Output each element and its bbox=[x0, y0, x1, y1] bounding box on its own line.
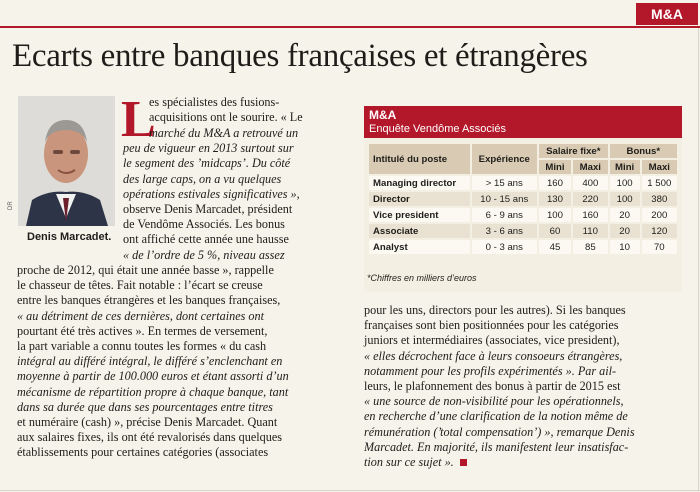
text-line: juniors et intermédiaires (associates, vice president), bbox=[364, 333, 620, 348]
text-line: pour les uns, directors pour les autres). Si les banques bbox=[364, 303, 626, 317]
text-line: mécanisme de répartition propre à chaque banque, tant bbox=[17, 384, 289, 399]
cell-role: Managing director bbox=[369, 176, 470, 190]
cell-bonus-max: 1 500 bbox=[642, 176, 677, 190]
text-line: le segment des ’midcaps’. Du côté bbox=[123, 156, 291, 171]
text-line: « elles décrochent face à leurs consoeurs étrangères, bbox=[364, 348, 623, 363]
text-line: « au détriment de ces dernières, dont certaines ont bbox=[17, 308, 264, 323]
cell-bonus-max: 200 bbox=[642, 208, 677, 222]
header-bonus-maxi: Maxi bbox=[642, 160, 677, 174]
cell-salary-max: 160 bbox=[573, 208, 608, 222]
text-line: et numéraire (cash) », précise Denis Marcadet. Quant bbox=[17, 415, 278, 430]
text-line: des large caps, on a vu quelques bbox=[123, 171, 282, 186]
page-edge-bottom bbox=[0, 490, 700, 491]
page-edge bbox=[698, 28, 699, 490]
text-line: moyenne à partir de 100.000 euros et étant assorti d’un bbox=[17, 369, 289, 384]
text-line: es spécialistes des fusions- bbox=[149, 95, 280, 109]
cell-role: Associate bbox=[369, 224, 470, 238]
text-line: tion sur ce sujet ». bbox=[364, 455, 635, 470]
header-salary-mini: Mini bbox=[539, 160, 571, 174]
text-line: leurs, le plafonnement des bonus à partir de 2015 est bbox=[364, 379, 621, 394]
text-line: rémunération (’total compensation’) », remarque Denis bbox=[364, 424, 635, 439]
text-line: opérations estivales significatives », bbox=[123, 186, 300, 201]
text-line: françaises sont bien positionnées pour les catégories bbox=[364, 318, 619, 333]
cell-role: Analyst bbox=[369, 240, 470, 254]
cell-salary-min: 160 bbox=[539, 176, 571, 190]
cell-experience: 3 - 6 ans bbox=[472, 224, 537, 238]
text-line: aux salaires fixes, ils ont été revalorisés dans quelques bbox=[17, 430, 283, 445]
end-of-article-mark bbox=[460, 459, 467, 466]
text-line: notamment pour les profils expérimentés ». Par ail- bbox=[364, 363, 617, 378]
cell-bonus-min: 10 bbox=[610, 240, 640, 254]
header-rule bbox=[0, 26, 700, 28]
cell-bonus-max: 120 bbox=[642, 224, 677, 238]
cell-bonus-min: 20 bbox=[610, 208, 640, 222]
drop-cap: L bbox=[121, 91, 156, 148]
cell-salary-max: 85 bbox=[573, 240, 608, 254]
column1-mid bbox=[123, 126, 300, 263]
table-row bbox=[369, 176, 677, 190]
portrait-photo bbox=[18, 96, 115, 226]
cell-salary-min: 60 bbox=[539, 224, 571, 238]
table-row bbox=[369, 192, 677, 206]
cell-bonus-min: 20 bbox=[610, 224, 640, 238]
cell-experience: > 15 ans bbox=[472, 176, 537, 190]
table-title: M&A bbox=[369, 108, 397, 122]
header-experience: Expérience bbox=[472, 144, 537, 174]
text-line: « une source de non-visibilité pour les opérationnels, bbox=[364, 394, 624, 409]
header-salary-maxi: Maxi bbox=[573, 160, 608, 174]
cell-salary-max: 400 bbox=[573, 176, 608, 190]
salary-table bbox=[367, 142, 679, 256]
text-line: peu de vigueur en 2013 surtout sur bbox=[123, 141, 294, 156]
cell-salary-min: 45 bbox=[539, 240, 571, 254]
table-row bbox=[369, 208, 677, 222]
header-bonus: Bonus* bbox=[610, 144, 677, 158]
text-line: marché du M&A a retrouvé un bbox=[149, 126, 299, 140]
cell-salary-max: 220 bbox=[573, 192, 608, 206]
table-row bbox=[369, 240, 677, 254]
text-line: « de l’ordre de 5 %, niveau assez bbox=[123, 247, 285, 262]
salary-table-box bbox=[364, 106, 682, 292]
article-headline: Ecarts entre banques françaises et étrangères bbox=[12, 38, 588, 74]
table-row bbox=[369, 224, 677, 238]
cell-role: Director bbox=[369, 192, 470, 206]
text-line: Marcadet. En majorité, ils manifestent leur insatisfac- bbox=[364, 439, 629, 454]
text-line: observe Denis Marcadet, président bbox=[123, 202, 293, 217]
table-subtitle: Enquête Vendôme Associés bbox=[369, 123, 506, 135]
column2-text bbox=[364, 303, 635, 470]
photo-credit: DR bbox=[8, 201, 14, 210]
cell-role: Vice president bbox=[369, 208, 470, 222]
photo-caption: Denis Marcadet. bbox=[27, 231, 112, 243]
table-footnote: *Chiffres en milliers d’euros bbox=[367, 273, 477, 283]
cell-bonus-min: 100 bbox=[610, 192, 640, 206]
cell-experience: 10 - 15 ans bbox=[472, 192, 537, 206]
cell-salary-min: 130 bbox=[539, 192, 571, 206]
text-line: entre les banques étrangères et les banques françaises, bbox=[17, 293, 281, 308]
cell-salary-max: 110 bbox=[573, 224, 608, 238]
text-line: de Vendôme Associés. Les bonus bbox=[123, 217, 285, 232]
header-salary: Salaire fixe* bbox=[539, 144, 608, 158]
cell-experience: 6 - 9 ans bbox=[472, 208, 537, 222]
cell-salary-min: 100 bbox=[539, 208, 571, 222]
text-line: ont affiché cette année une hausse bbox=[123, 232, 289, 247]
text-line: dans sa durée que dans ses pourcentages entre titres bbox=[17, 399, 273, 414]
text-line: pourtant été très actives ». En termes de versement, bbox=[17, 323, 268, 338]
table-header-band bbox=[364, 106, 682, 138]
cell-bonus-max: 70 bbox=[642, 240, 677, 254]
text-line: le chasseur de têtes. Fait notable : l’écart se creuse bbox=[17, 278, 263, 293]
header-bonus-mini: Mini bbox=[610, 160, 640, 174]
text-line: intégral au différé intégral, le différé s’enclenchant en bbox=[17, 354, 283, 369]
text-line: acquisitions ont le sourire. « Le bbox=[149, 110, 303, 125]
header-role: Intitulé du poste bbox=[369, 144, 470, 174]
column1-bottom bbox=[17, 263, 289, 461]
column1-top bbox=[149, 95, 303, 125]
text-line: en recherche d’une clarification de la notion même de bbox=[364, 409, 628, 424]
cell-bonus-max: 380 bbox=[642, 192, 677, 206]
text-line: établissements pour certaines catégories (associates bbox=[17, 445, 269, 460]
cell-bonus-min: 100 bbox=[610, 176, 640, 190]
cell-experience: 0 - 3 ans bbox=[472, 240, 537, 254]
section-tag: M&A bbox=[636, 3, 698, 25]
text-line: proche de 2012, qui était une année basse », rappelle bbox=[17, 263, 274, 277]
text-line: la part variable a connu toutes les formes « du cash bbox=[17, 339, 267, 354]
